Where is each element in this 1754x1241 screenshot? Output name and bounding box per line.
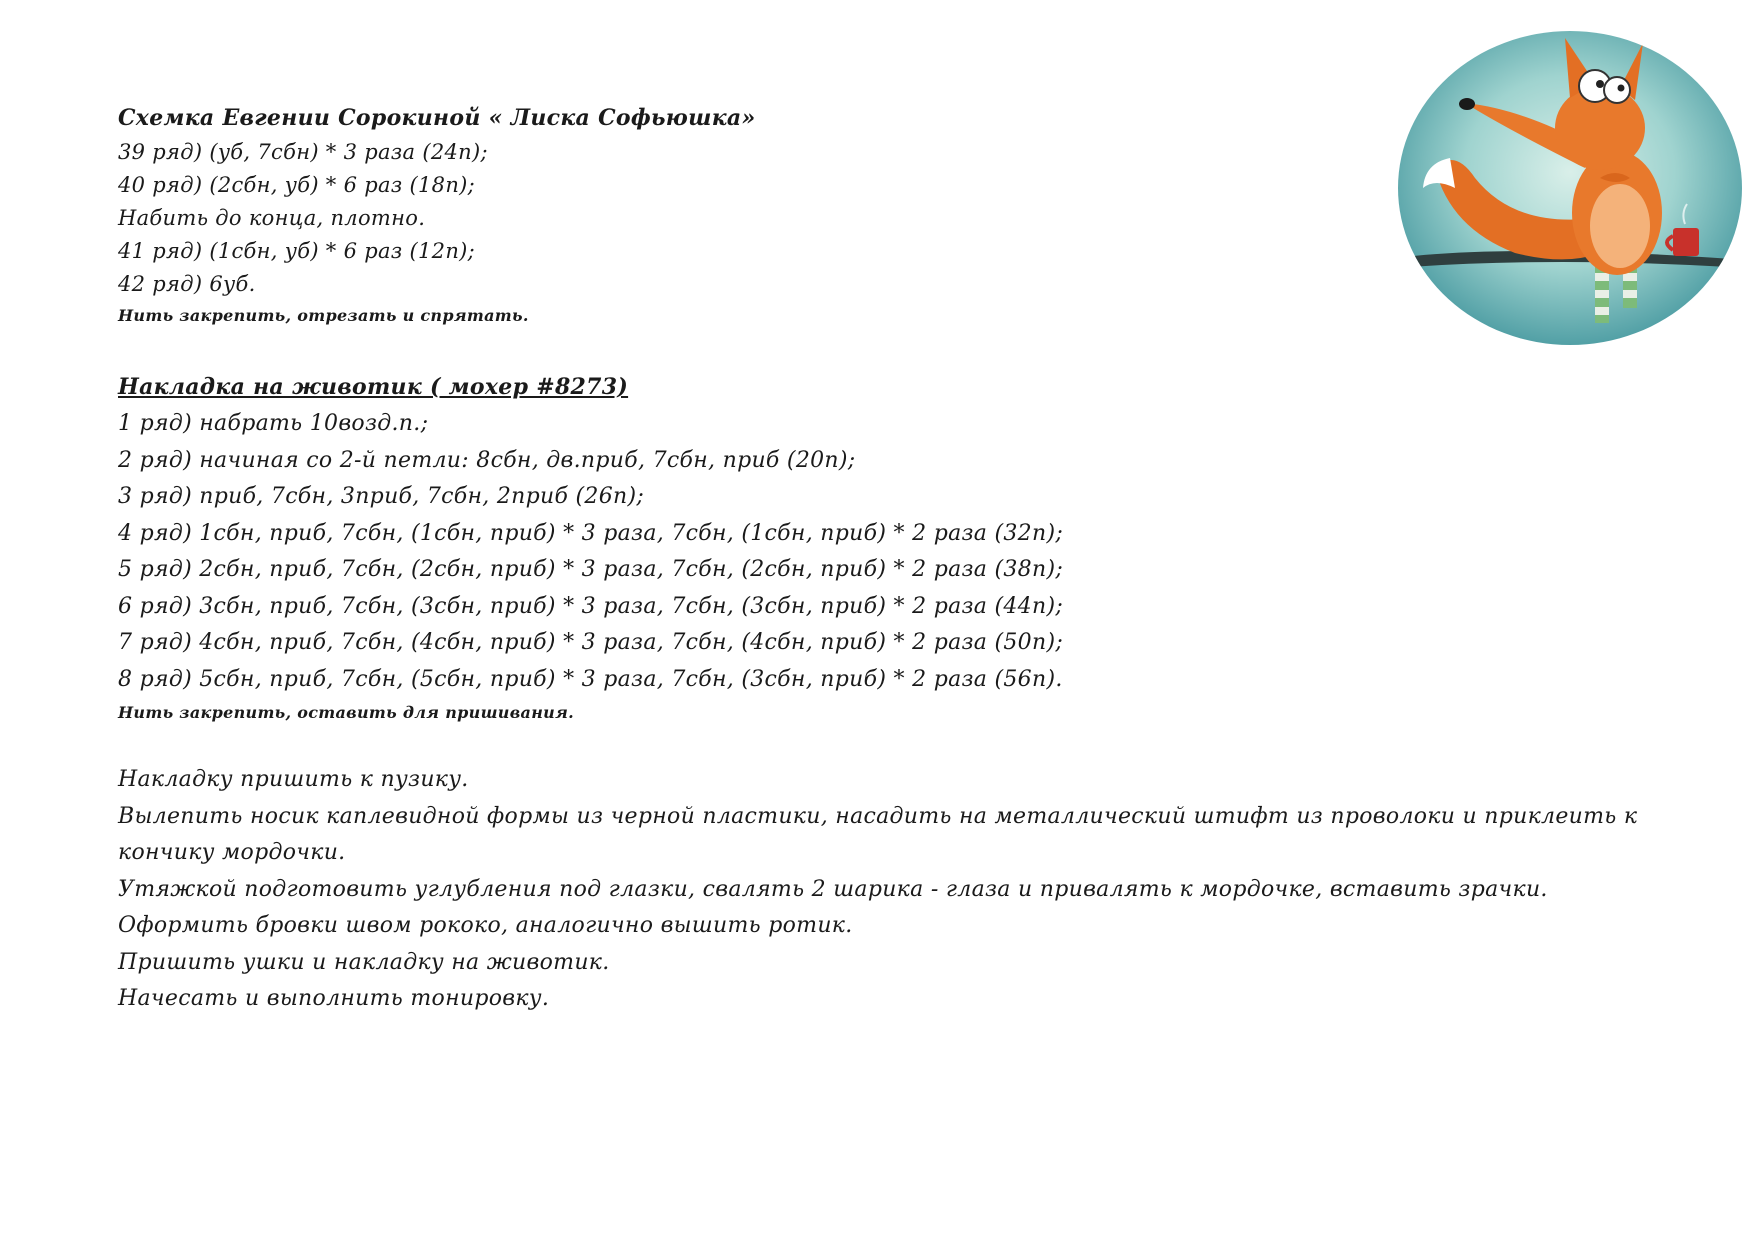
assembly-paragraph: Накладку пришить к пузику. bbox=[118, 767, 469, 792]
section-title: Схемка Евгении Сорокиной « Лиска Софьюшка» bbox=[118, 105, 756, 131]
instruction-row: 2 ряд) начиная со 2-й петли: 8сбн, дв.приб, 7сбн, приб (20п); bbox=[118, 447, 856, 473]
instruction-row: 7 ряд) 4сбн, приб, 7сбн, (4сбн, приб) * 3 раза, 7сбн, (4сбн, приб) * 2 раза (50п); bbox=[118, 630, 1064, 655]
instruction-row: 6 ряд) 3сбн, приб, 7сбн, (3сбн, приб) * 3 раза, 7сбн, (3сбн, приб) * 2 раза (44п); bbox=[118, 593, 1064, 619]
instruction-row: 39 ряд) (уб, 7сбн) * 3 раза (24п); bbox=[118, 140, 488, 164]
section-title: Накладка на животик ( мохер #8273) bbox=[118, 374, 629, 400]
instruction-row: 8 ряд) 5сбн, приб, 7сбн, (5сбн, приб) * 3 раза, 7сбн, (3сбн, приб) * 2 раза (56п). bbox=[118, 666, 1063, 692]
assembly-paragraph: Начесать и выполнить тонировку. bbox=[118, 986, 550, 1011]
instruction-row: 3 ряд) приб, 7сбн, 3приб, 7сбн, 2приб (26п); bbox=[118, 484, 645, 509]
fox-illustration-icon bbox=[1395, 28, 1745, 348]
instruction-row: 40 ряд) (2сбн, уб) * 6 раз (18п); bbox=[118, 173, 476, 197]
assembly-paragraph: Утяжкой подготовить углубления под глазки, свалять 2 шарика - глаза и привалять к мордочке, вставить зрачки. bbox=[118, 876, 1548, 902]
instruction-row: 41 ряд) (1сбн, уб) * 6 раз (12п); bbox=[118, 239, 476, 263]
instruction-row: 5 ряд) 2сбн, приб, 7сбн, (2сбн, приб) * 3 раза, 7сбн, (2сбн, приб) * 2 раза (38п); bbox=[118, 557, 1064, 582]
instruction-row: 42 ряд) 6уб. bbox=[118, 272, 256, 296]
assembly-paragraph: Пришить ушки и накладку на животик. bbox=[118, 949, 610, 975]
section-note: Нить закрепить, отрезать и спрятать. bbox=[118, 306, 529, 325]
section-note: Нить закрепить, оставить для пришивания. bbox=[118, 703, 575, 722]
section-assembly bbox=[118, 762, 1638, 1018]
instruction-row: 1 ряд) набрать 10возд.п.; bbox=[118, 411, 429, 436]
assembly-paragraph: Вылепить носик каплевидной формы из черной пластики, насадить на металлический штифт из проволоки и приклеить к кончику мордочки. bbox=[118, 803, 1638, 865]
assembly-paragraph: Оформить бровки швом рококо, аналогично вышить ротик. bbox=[118, 913, 853, 938]
section-body-finish bbox=[118, 100, 756, 331]
section-belly-patch bbox=[118, 368, 1063, 728]
instruction-row: Набить до конца, плотно. bbox=[118, 206, 426, 230]
instruction-row: 4 ряд) 1сбн, приб, 7сбн, (1сбн, приб) * 3 раза, 7сбн, (1сбн, приб) * 2 раза (32п); bbox=[118, 520, 1064, 546]
